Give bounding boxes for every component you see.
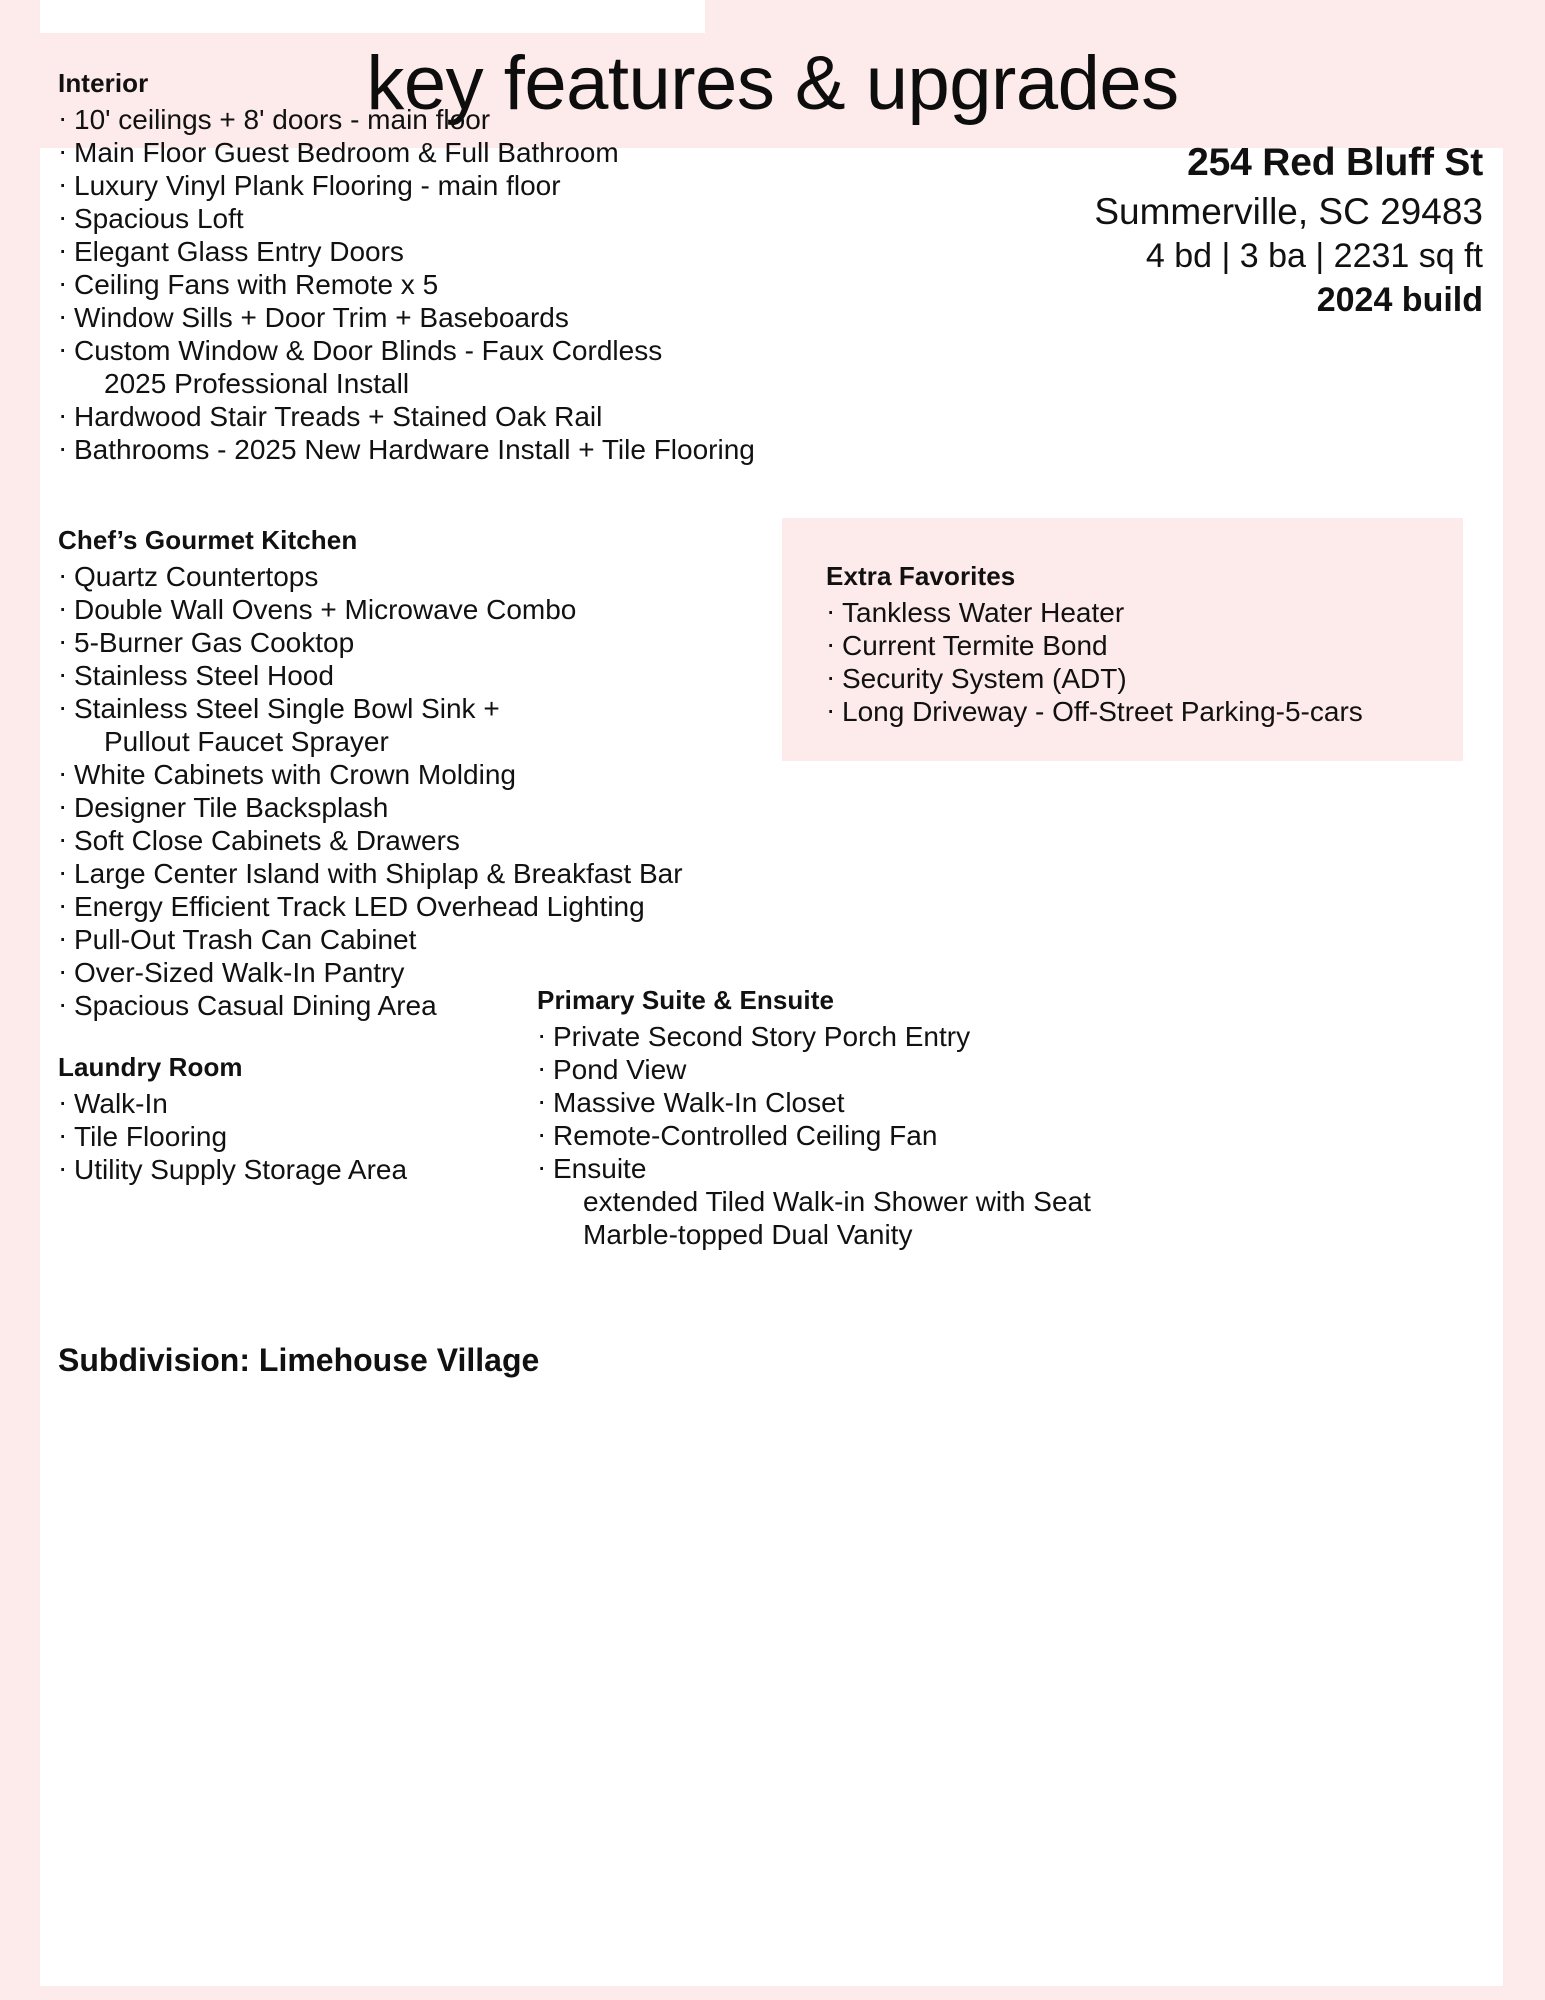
list-item: · 10' ceilings + 8' doors - main floor — [58, 103, 755, 136]
laundry-list — [58, 1087, 407, 1186]
primary-list — [537, 1020, 1091, 1251]
section-interior — [58, 68, 755, 466]
section-heading-kitchen: Chef’s Gourmet Kitchen — [58, 525, 358, 555]
list-item: · Walk-In — [58, 1087, 407, 1120]
list-item: 2025 Professional Install — [104, 368, 410, 400]
list-item: · Long Driveway - Off-Street Parking-5-cars — [826, 695, 1463, 728]
list-item: · Hardwood Stair Treads + Stained Oak Rail — [58, 400, 755, 433]
list-item: · Spacious Casual Dining Area — [58, 989, 683, 1022]
list-item: · Pull-Out Trash Can Cabinet — [58, 923, 683, 956]
list-item: · Remote-Controlled Ceiling Fan — [537, 1119, 1091, 1152]
list-item: · Tankless Water Heater — [826, 596, 1463, 629]
list-item: · Over-Sized Walk-In Pantry — [58, 956, 683, 989]
list-item: · Designer Tile Backsplash — [58, 791, 683, 824]
list-item: extended Tiled Walk-in Shower with Seat — [583, 1186, 1091, 1218]
extra-favorites-inner — [782, 518, 1463, 728]
list-item: · Ensuite — [537, 1152, 1091, 1185]
section-heading-favorites: Extra Favorites — [826, 561, 1016, 591]
list-item: · Main Floor Guest Bedroom & Full Bathroom — [58, 136, 755, 169]
property-city-state-zip: Summerville, SC 29483 — [1094, 190, 1483, 232]
property-address-block — [1094, 138, 1483, 322]
property-street: 254 Red Bluff St — [1187, 141, 1483, 184]
list-item: · Stainless Steel Hood — [58, 659, 683, 692]
section-heading-interior: Interior — [58, 68, 149, 98]
list-item: · Bathrooms - 2025 New Hardware Install + Tile Flooring — [58, 433, 755, 466]
property-stats: 4 bd | 3 ba | 2231 sq ft — [1145, 237, 1483, 276]
list-item: Marble-topped Dual Vanity — [583, 1219, 913, 1251]
top-white-notch — [40, 0, 705, 33]
list-item: Pullout Faucet Sprayer — [104, 726, 389, 758]
section-heading-primary: Primary Suite & Ensuite — [537, 985, 835, 1015]
list-item: · Elegant Glass Entry Doors — [58, 235, 755, 268]
list-item: · Current Termite Bond — [826, 629, 1463, 662]
subdivision-label: Subdivision: Limehouse Village — [58, 1342, 540, 1378]
section-kitchen — [58, 525, 683, 1022]
list-item: · Utility Supply Storage Area — [58, 1153, 407, 1186]
list-item: · Window Sills + Door Trim + Baseboards — [58, 301, 755, 334]
favorites-list — [826, 596, 1463, 728]
section-laundry — [58, 1052, 407, 1186]
section-primary-suite — [537, 985, 1091, 1251]
list-item: · Quartz Countertops — [58, 560, 683, 593]
list-item: · Stainless Steel Single Bowl Sink + — [58, 692, 683, 725]
list-item: · Private Second Story Porch Entry — [537, 1020, 1091, 1053]
page-title: key features & upgrades — [366, 41, 1179, 126]
list-item: · Massive Walk-In Closet — [537, 1086, 1091, 1119]
list-item: · Large Center Island with Shiplap & Breakfast Bar — [58, 857, 683, 890]
list-item: · Pond View — [537, 1053, 1091, 1086]
list-item: · Luxury Vinyl Plank Flooring - main floor — [58, 169, 755, 202]
section-heading-laundry: Laundry Room — [58, 1052, 243, 1082]
list-item: · Tile Flooring — [58, 1120, 407, 1153]
list-item: · White Cabinets with Crown Molding — [58, 758, 683, 791]
list-item: · Soft Close Cabinets & Drawers — [58, 824, 683, 857]
list-item: · Ceiling Fans with Remote x 5 — [58, 268, 755, 301]
kitchen-list — [58, 560, 683, 1022]
extra-favorites-card — [782, 518, 1463, 761]
list-item: · Security System (ADT) — [826, 662, 1463, 695]
property-build-year: 2024 build — [1316, 280, 1483, 319]
interior-list — [58, 103, 755, 466]
list-item: · Double Wall Ovens + Microwave Combo — [58, 593, 683, 626]
list-item: · 5-Burner Gas Cooktop — [58, 626, 683, 659]
list-item: · Energy Efficient Track LED Overhead Lighting — [58, 890, 683, 923]
list-item: · Custom Window & Door Blinds - Faux Cordless — [58, 334, 755, 367]
list-item: · Spacious Loft — [58, 202, 755, 235]
